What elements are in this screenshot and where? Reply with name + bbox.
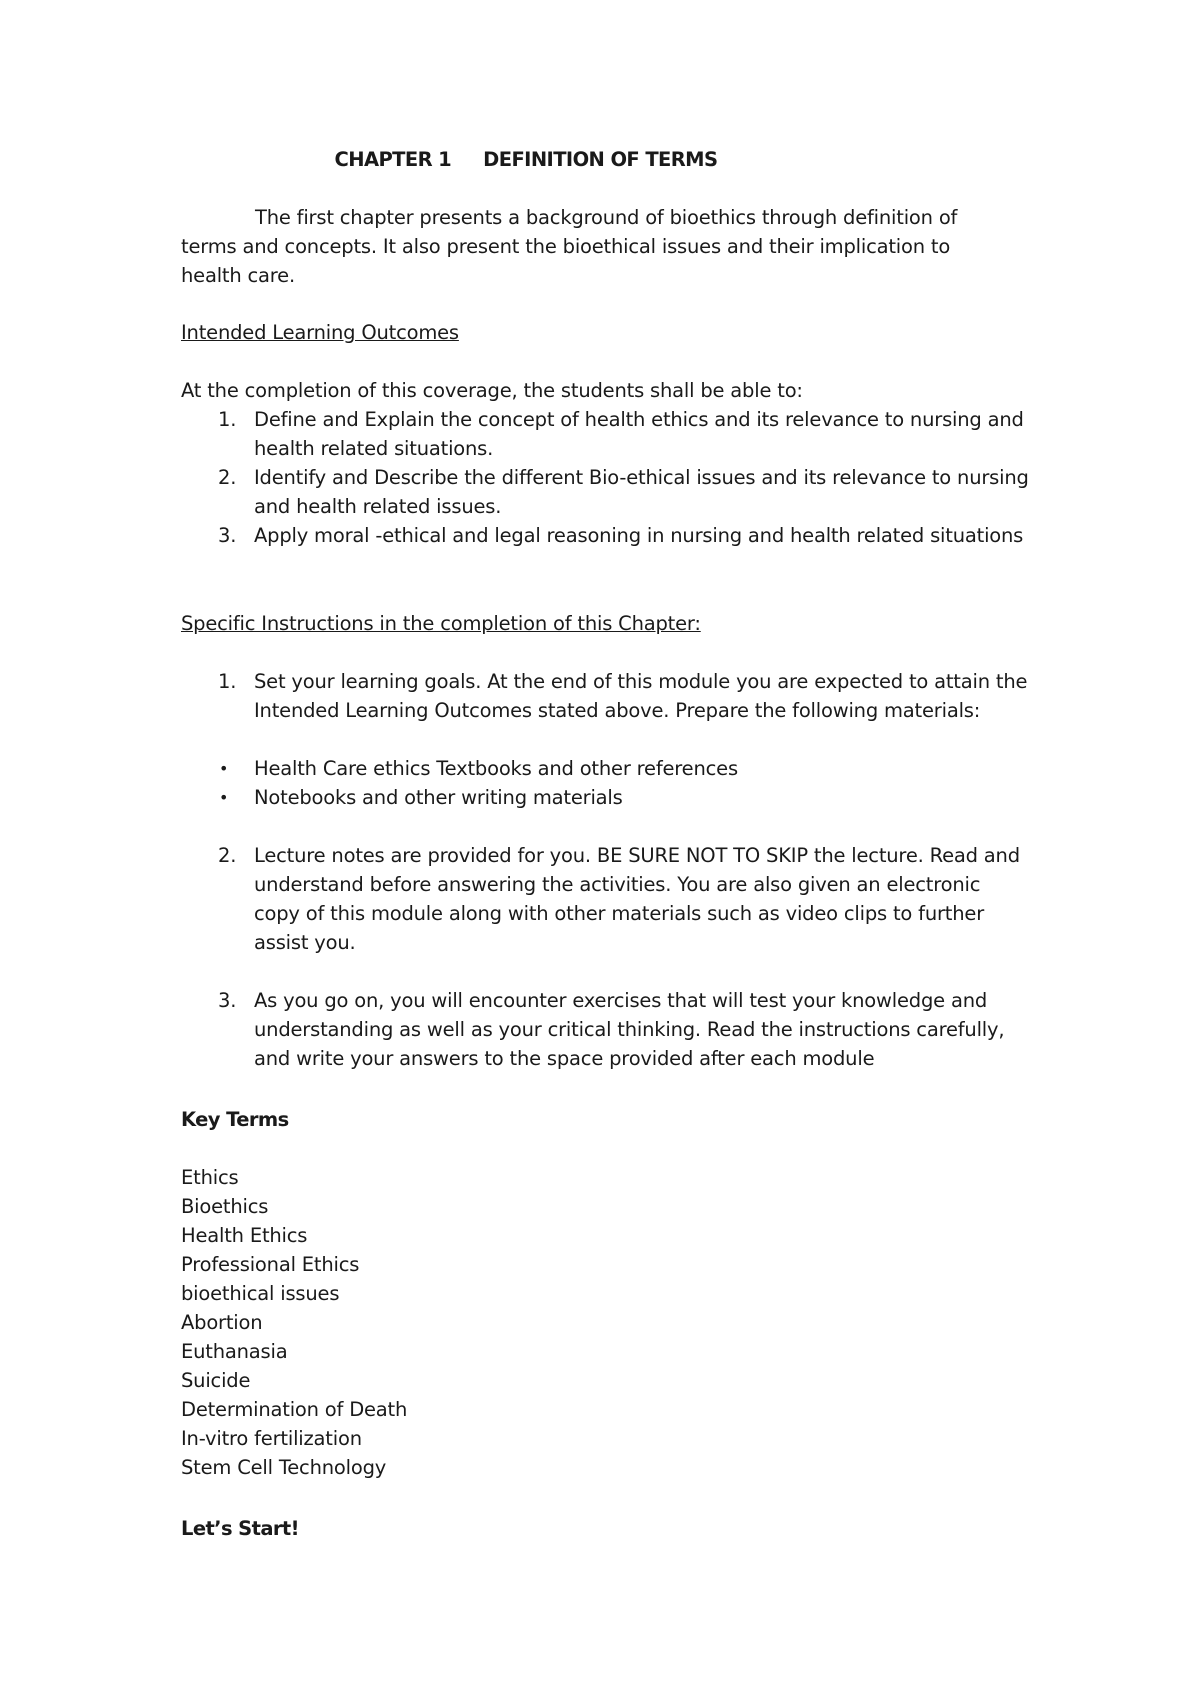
instructions-heading: Specific Instructions in the completion of this Chapter: [181,612,701,635]
key-terms-list [181,1163,407,1482]
item-number: 1. [218,408,237,431]
list-item: Ethics [181,1166,239,1189]
list-item [181,986,1031,1073]
list-item: Professional Ethics [181,1253,360,1276]
item-number: 3. [218,989,237,1012]
chapter-title [181,145,871,174]
item-number: 3. [218,524,237,547]
list-item: Suicide [181,1369,251,1392]
list-item [181,521,1031,550]
item-number: 2. [218,466,237,489]
chapter-number: CHAPTER 1 [334,148,452,171]
instructions-step-1 [181,667,1031,725]
materials-list [181,754,1031,812]
closing-heading: Let’s Start! [181,1517,299,1540]
list-item: Determination of Death [181,1398,408,1421]
list-item [181,667,1031,725]
item-number: 2. [218,844,237,867]
item-text: As you go on, you will encounter exercises that will test your knowledge and understanding as well as your critical thinking. Read the instructions carefully, and write your answers to the space provided after each module [254,989,1005,1070]
item-text: Define and Explain the concept of health ethics and its relevance to nursing and health related situations. [254,408,1024,460]
list-item: In-vitro fertilization [181,1427,362,1450]
list-item: Stem Cell Technology [181,1456,387,1479]
list-item [181,841,1031,957]
list-item: Bioethics [181,1195,269,1218]
item-text: Set your learning goals. At the end of this module you are expected to attain the Intended Learning Outcomes stated above. Prepare the following materials: [254,670,1028,722]
item-text: Lecture notes are provided for you. BE SURE NOT TO SKIP the lecture. Read and understand before answering the activities. You are also given an electronic copy of this module along with other materials such as video clips to further assist you. [254,844,1020,954]
instructions-step-3 [181,986,1031,1073]
bullet-icon: • [219,759,229,778]
list-item: Euthanasia [181,1340,288,1363]
list-item: bioethical issues [181,1282,340,1305]
item-text: Health Care ethics Textbooks and other references [254,757,738,780]
bullet-icon: • [219,788,229,807]
list-item: Abortion [181,1311,263,1334]
list-item [181,463,1031,521]
item-text: Identify and Describe the different Bio-ethical issues and its relevance to nursing and health related issues. [254,466,1029,518]
instructions-step-2 [181,841,1031,957]
item-text: Notebooks and other writing materials [254,786,623,809]
outcomes-list [181,405,1031,550]
intro-paragraph: The first chapter presents a background of bioethics through definition of terms and concepts. It also present the bioethical issues and their implication to health care. [181,206,958,287]
key-terms-heading: Key Terms [181,1108,289,1131]
chapter-heading: DEFINITION OF TERMS [483,148,718,171]
list-item: Health Ethics [181,1224,308,1247]
list-item [181,754,1031,783]
outcomes-lead: At the completion of this coverage, the students shall be able to: [181,379,803,402]
outcomes-heading: Intended Learning Outcomes [181,321,459,344]
item-text: Apply moral -ethical and legal reasoning in nursing and health related situations [254,524,1024,547]
list-item [181,783,1031,812]
list-item [181,405,1031,463]
item-number: 1. [218,670,237,693]
